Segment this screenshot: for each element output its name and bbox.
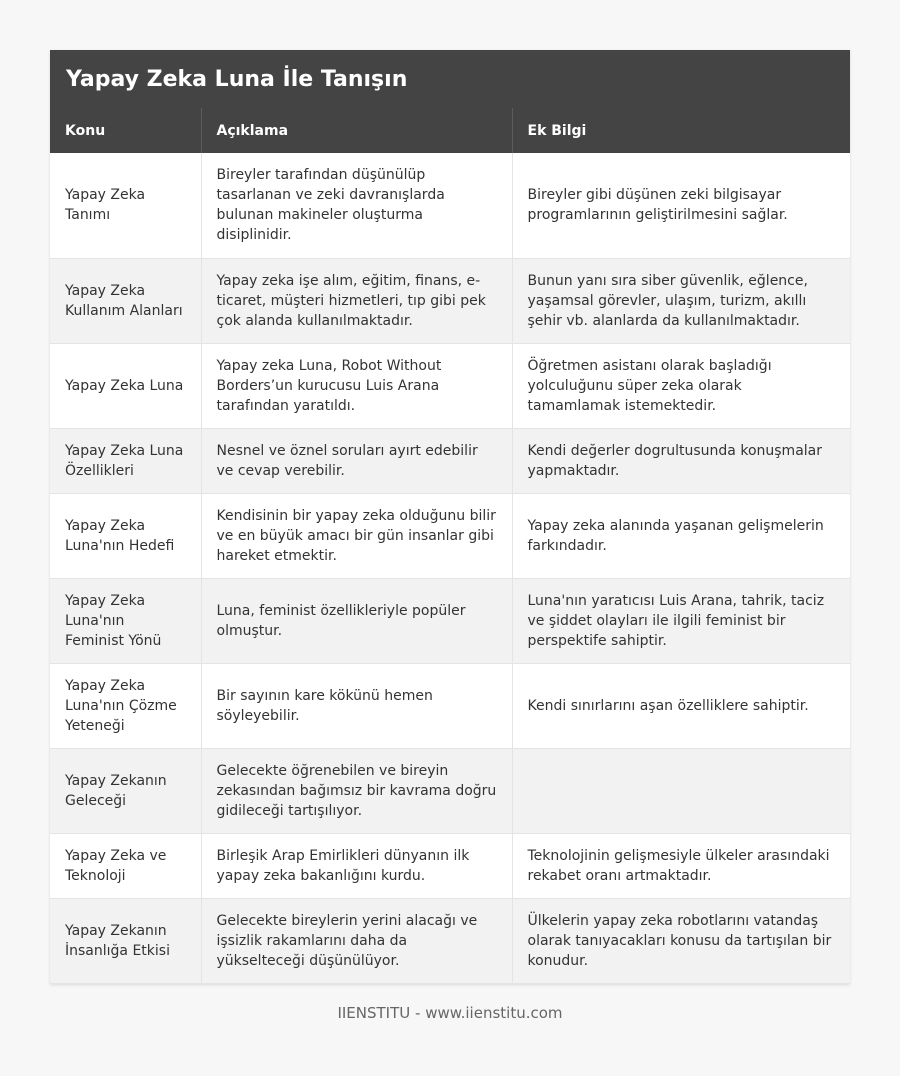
table-row — [50, 258, 850, 343]
table-row — [50, 898, 850, 983]
title-bar — [50, 50, 850, 108]
cell-aciklama: Yapay zeka işe alım, eğitim, finans, e-ticaret, müşteri hizmetleri, tıp gibi pek çok alanda kullanılmaktadır. — [201, 258, 512, 343]
table-row — [50, 428, 850, 493]
cell-ek-bilgi: Öğretmen asistanı olarak başladığı yolculuğunu süper zeka olarak tamamlamak istemektedir. — [512, 343, 850, 428]
info-table-card — [50, 50, 850, 984]
table-row — [50, 493, 850, 578]
cell-aciklama: Yapay zeka Luna, Robot Without Borders’un kurucusu Luis Arana tarafından yaratıldı. — [201, 343, 512, 428]
table-header-row — [50, 108, 850, 153]
cell-konu: Yapay Zekanın Geleceği — [50, 748, 201, 833]
header-aciklama: Açıklama — [201, 108, 512, 153]
cell-ek-bilgi: Kendi sınırlarını aşan özelliklere sahiptir. — [512, 663, 850, 748]
cell-ek-bilgi: Kendi değerler dogrultusunda konuşmalar yapmaktadır. — [512, 428, 850, 493]
cell-konu: Yapay Zeka Luna Özellikleri — [50, 428, 201, 493]
cell-ek-bilgi: Ülkelerin yapay zeka robotlarını vatandaş olarak tanıyacakları konusu da tartışılan bir konudur. — [512, 898, 850, 983]
table-row — [50, 153, 850, 258]
table-row — [50, 578, 850, 663]
table-row — [50, 833, 850, 898]
header-konu: Konu — [65, 122, 106, 139]
cell-ek-bilgi: Teknolojinin gelişmesiyle ülkeler arasındaki rekabet oranı artmaktadır. — [512, 833, 850, 898]
footer-credit: IIENSTITU - www.iienstitu.com — [337, 1004, 563, 1022]
cell-konu: Yapay Zeka Tanımı — [50, 153, 201, 258]
table-row — [50, 663, 850, 748]
cell-aciklama: Gelecekte öğrenebilen ve bireyin zekasından bağımsız bir kavrama doğru gidileceği tartışılıyor. — [201, 748, 512, 833]
cell-konu: Yapay Zeka Luna'nın Çözme Yeteneği — [50, 663, 201, 748]
cell-aciklama: Luna, feminist özellikleriyle popüler olmuştur. — [201, 578, 512, 663]
cell-aciklama: Birleşik Arap Emirlikleri dünyanın ilk yapay zeka bakanlığını kurdu. — [201, 833, 512, 898]
cell-ek-bilgi — [512, 748, 850, 833]
cell-aciklama: Bir sayının kare kökünü hemen söyleyebilir. — [201, 663, 512, 748]
cell-aciklama: Kendisinin bir yapay zeka olduğunu bilir ve en büyük amacı bir gün insanlar gibi hareket etmektir. — [201, 493, 512, 578]
cell-konu: Yapay Zeka Luna'nın Hedefi — [50, 493, 201, 578]
cell-aciklama: Gelecekte bireylerin yerini alacağı ve işsizlik rakamlarını daha da yükselteceği düşünülüyor. — [201, 898, 512, 983]
header-ek-bilgi: Ek Bilgi — [512, 108, 850, 153]
cell-ek-bilgi: Luna'nın yaratıcısı Luis Arana, tahrik, taciz ve şiddet olayları ile ilgili feminist bir perspektife sahiptir. — [512, 578, 850, 663]
info-table — [50, 108, 850, 984]
cell-konu: Yapay Zeka ve Teknoloji — [50, 833, 201, 898]
cell-aciklama: Bireyler tarafından düşünülüp tasarlanan ve zeki davranışlarda bulunan makineler oluşturma disiplinidir. — [201, 153, 512, 258]
cell-ek-bilgi: Bireyler gibi düşünen zeki bilgisayar programlarının geliştirilmesini sağlar. — [512, 153, 850, 258]
cell-konu: Yapay Zekanın İnsanlığa Etkisi — [50, 898, 201, 983]
table-row — [50, 748, 850, 833]
cell-ek-bilgi: Bunun yanı sıra siber güvenlik, eğlence, yaşamsal görevler, ulaşım, turizm, akıllı şehir vb. alanlarda da kullanılmaktadır. — [512, 258, 850, 343]
cell-konu: Yapay Zeka Luna'nın Feminist Yönü — [50, 578, 201, 663]
cell-konu: Yapay Zeka Luna — [50, 343, 201, 428]
cell-aciklama: Nesnel ve öznel soruları ayırt edebilir ve cevap verebilir. — [201, 428, 512, 493]
table-row — [50, 343, 850, 428]
cell-konu: Yapay Zeka Kullanım Alanları — [50, 258, 201, 343]
page-title: Yapay Zeka Luna İle Tanışın — [66, 66, 408, 92]
cell-ek-bilgi: Yapay zeka alanında yaşanan gelişmelerin farkındadır. — [512, 493, 850, 578]
